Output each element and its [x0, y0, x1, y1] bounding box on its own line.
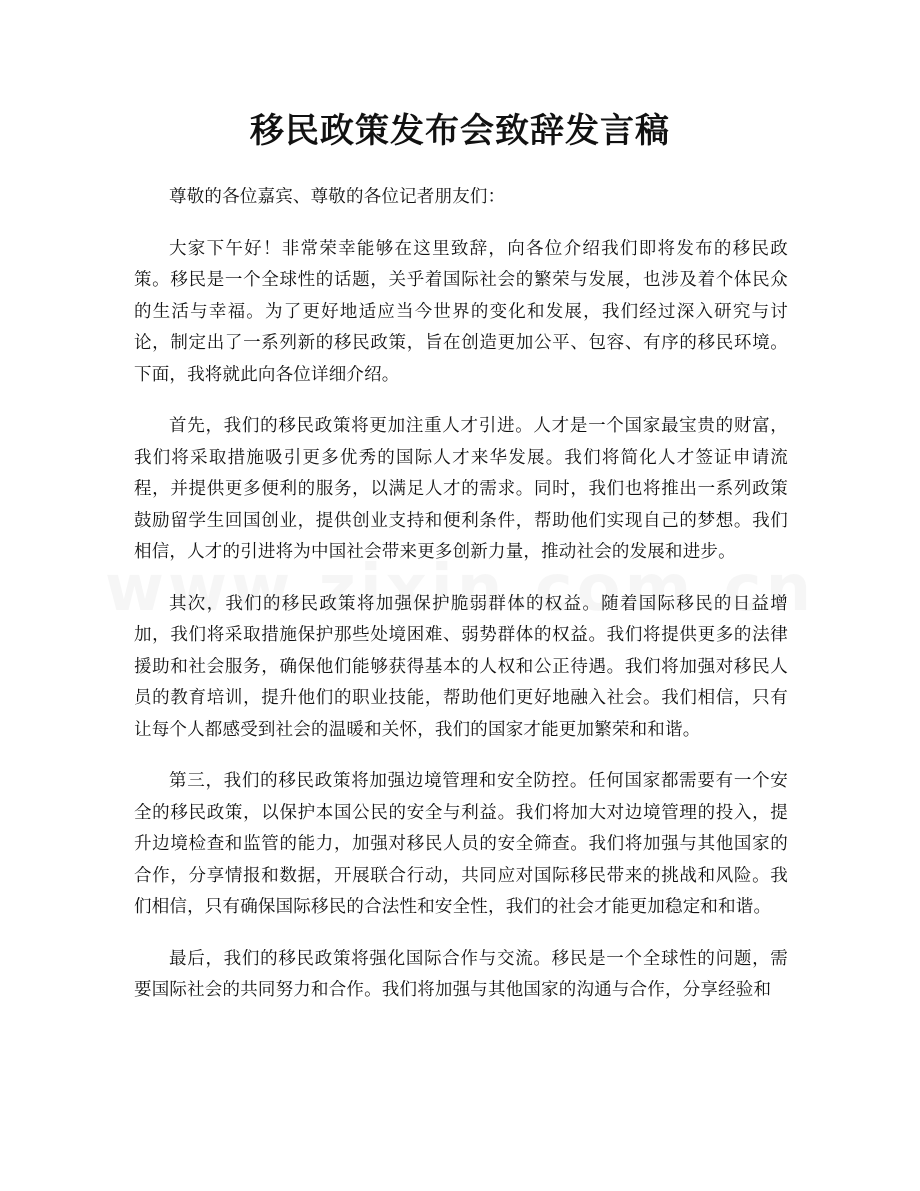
salutation-paragraph: 尊敬的各位嘉宾、尊敬的各位记者朋友们：: [169, 187, 506, 207]
body-paragraph: 第三，我们的移民政策将加强边境管理和安全防控。任何国家都需要有一个安全的移民政策，以保护本国公民的安全与利益。我们将加大对边境管理的投入，提升边境检查和监管的能力，加强对移民人员的安全筛查。我们将加强与其他国家的合作，分享情报和数据，开展联合行动，共同应对国际移民带来的挑战和风险。我们相信，只有确保国际移民的合法性和安全性，我们的社会才能更加稳定和和谐。: [134, 771, 788, 917]
body-paragraph: 其次，我们的移民政策将加强保护脆弱群体的权益。随着国际移民的日益增加，我们将采取措施保护那些处境困难、弱势群体的权益。我们将提供更多的法律援助和社会服务，确保他们能够获得基本的人权和公正待遇。我们将加强对移民人员的教育培训，提升他们的职业技能，帮助他们更好地融入社会。我们相信，只有让每个人都感受到社会的温暖和关怀，我们的国家才能更加繁荣和和谐。: [134, 593, 788, 740]
body-paragraph: 首先，我们的移民政策将更加注重人才引进。人才是一个国家最宝贵的财富，我们将采取措施吸引更多优秀的国际人才来华发展。我们将简化人才签证申请流程，并提供更多便利的服务，以满足人才的需求。同时，我们也将推出一系列政策鼓励留学生回国创业，提供创业支持和便利条件，帮助他们实现自己的梦想。我们相信，人才的引进将为中国社会带来更多创新力量，推动社会的发展和进步。: [134, 416, 788, 562]
document-body: [134, 182, 788, 1027]
document-title: 移民政策发布会致辞发言稿: [250, 111, 670, 151]
body-paragraph: 大家下午好！非常荣幸能够在这里致辞，向各位介绍我们即将发布的移民政策。移民是一个全球性的话题，关乎着国际社会的繁荣与发展，也涉及着个体民众的生活与幸福。为了更好地适应当今世界的变化和发展，我们经过深入研究与讨论，制定出了一系列新的移民政策，旨在创造更加公平、包容、有序的移民环境。下面，我将就此向各位详细介绍。: [134, 238, 788, 385]
body-paragraph: 最后，我们的移民政策将强化国际合作与交流。移民是一个全球性的问题，需要国际社会的共同努力和合作。我们将加强与其他国家的沟通与合作，分享经验和: [134, 948, 788, 1000]
